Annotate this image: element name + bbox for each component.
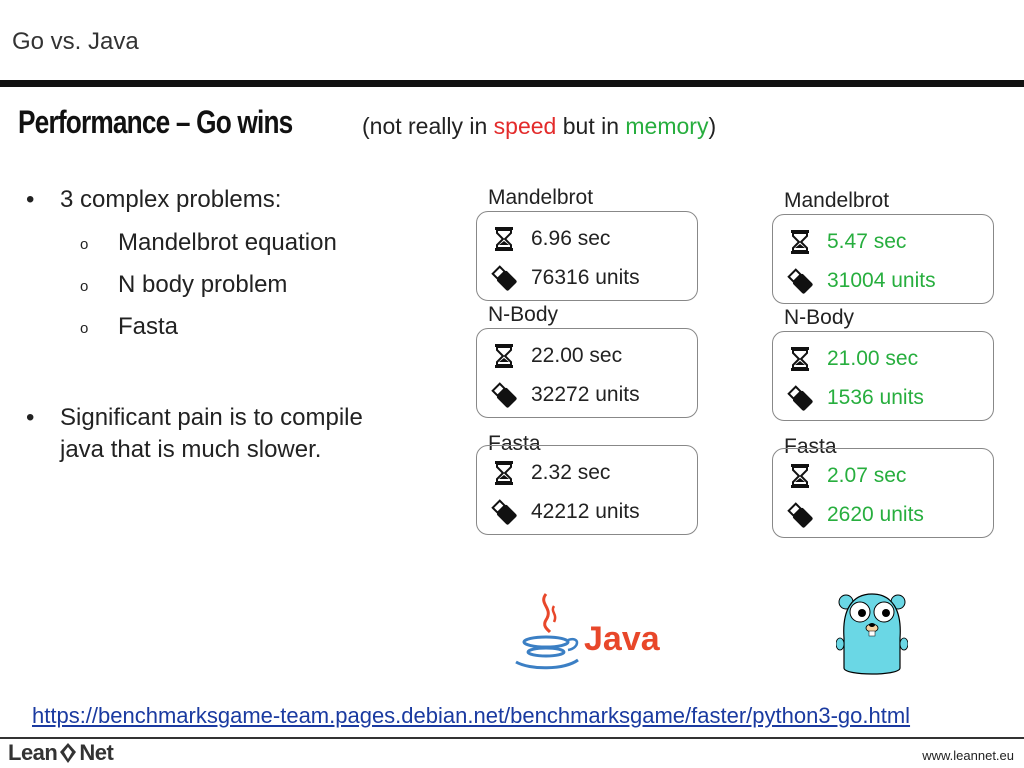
go-results-column bbox=[772, 187, 1002, 538]
top-divider bbox=[0, 80, 1024, 87]
sub-bullet-text: Fasta bbox=[118, 313, 179, 340]
slide-title: Performance – Go wins bbox=[18, 104, 293, 140]
memory-value: 31004 units bbox=[827, 269, 936, 292]
leaf-icon bbox=[58, 742, 78, 764]
benchmark-label-mandelbrot: Mandelbrot bbox=[784, 189, 890, 212]
spacer bbox=[772, 421, 1002, 433]
memory-value: 76316 units bbox=[531, 266, 640, 289]
sub-bullet-marker: o bbox=[80, 320, 89, 337]
subtitle-open: (not really in bbox=[362, 113, 494, 139]
time-value: 22.00 sec bbox=[531, 344, 623, 367]
footer-url: www.leannet.eu bbox=[922, 748, 1014, 763]
memory-row bbox=[491, 380, 640, 410]
sub-bullet-marker: o bbox=[80, 236, 89, 253]
memory-row bbox=[491, 497, 640, 527]
usb-stick-icon bbox=[787, 502, 813, 528]
java-logo bbox=[510, 590, 660, 672]
usb-stick-icon bbox=[491, 382, 517, 408]
go-mandelbrot-card bbox=[772, 214, 994, 304]
time-value: 2.32 sec bbox=[531, 461, 611, 484]
brand-right: Net bbox=[79, 740, 114, 765]
hourglass-icon bbox=[787, 229, 813, 255]
slide-subtitle bbox=[362, 113, 716, 140]
slide-header bbox=[0, 0, 1024, 80]
spacer bbox=[476, 418, 706, 430]
benchmark-label-fasta: Fasta bbox=[488, 432, 541, 455]
sub-bullet-item bbox=[26, 306, 446, 348]
leannet-logo bbox=[8, 740, 113, 766]
memory-value: 2620 units bbox=[827, 503, 924, 526]
time-row bbox=[787, 227, 906, 257]
time-value: 6.96 sec bbox=[531, 227, 611, 250]
benchmark-label-nbody: N-Body bbox=[488, 303, 559, 326]
sub-bullet-item bbox=[26, 222, 446, 264]
bullet-text: 3 complex problems: bbox=[60, 186, 282, 213]
hourglass-icon bbox=[787, 346, 813, 372]
memory-row bbox=[787, 266, 936, 296]
benchmark-source-link[interactable]: https://benchmarksgame-team.pages.debian.net/benchmarksgame/faster/python3-go.html bbox=[32, 703, 911, 728]
subtitle-memory: memory bbox=[625, 113, 709, 139]
bullet-dot: • bbox=[26, 404, 35, 431]
memory-row bbox=[787, 500, 924, 530]
memory-row bbox=[491, 263, 640, 293]
benchmark-label-fasta: Fasta bbox=[784, 435, 837, 458]
benchmark-label-mandelbrot: Mandelbrot bbox=[488, 186, 594, 209]
go-nbody-card bbox=[772, 331, 994, 421]
footer-divider bbox=[0, 737, 1024, 739]
usb-stick-icon bbox=[491, 265, 517, 291]
memory-row bbox=[787, 383, 924, 413]
time-row bbox=[787, 344, 918, 374]
hourglass-icon bbox=[491, 343, 517, 369]
time-row bbox=[491, 341, 622, 371]
hourglass-icon bbox=[787, 463, 813, 489]
bullet-text-line2: java that is much slower. bbox=[60, 436, 322, 463]
sub-bullet-text: Mandelbrot equation bbox=[118, 229, 337, 256]
java-results-column bbox=[476, 184, 706, 535]
subtitle-speed: speed bbox=[493, 113, 557, 139]
subtitle-mid: but in bbox=[556, 113, 626, 139]
java-wordmark: Java bbox=[584, 620, 660, 658]
usb-stick-icon bbox=[787, 385, 813, 411]
deck-title: Go vs. Java bbox=[12, 28, 139, 55]
time-value: 2.07 sec bbox=[827, 464, 907, 487]
time-value: 21.00 sec bbox=[827, 347, 919, 370]
time-value: 5.47 sec bbox=[827, 230, 907, 253]
sub-bullet-item bbox=[26, 264, 446, 306]
memory-value: 1536 units bbox=[827, 386, 924, 409]
memory-value: 42212 units bbox=[531, 500, 640, 523]
go-gopher-logo bbox=[836, 588, 908, 678]
sub-bullet-marker: o bbox=[80, 278, 89, 295]
bullet-dot: • bbox=[26, 186, 35, 213]
bullet-list bbox=[26, 184, 446, 466]
benchmark-label-nbody: N-Body bbox=[784, 306, 855, 329]
java-mandelbrot-card bbox=[476, 211, 698, 301]
go-fasta-card bbox=[772, 448, 994, 538]
usb-stick-icon bbox=[491, 499, 517, 525]
time-row bbox=[787, 461, 906, 491]
sub-bullet-text: N body problem bbox=[118, 271, 288, 298]
brand-left: Lean bbox=[8, 740, 58, 765]
hourglass-icon bbox=[491, 460, 517, 486]
memory-value: 32272 units bbox=[531, 383, 640, 406]
usb-stick-icon bbox=[787, 268, 813, 294]
bullet-item bbox=[26, 184, 446, 216]
time-row bbox=[491, 224, 610, 254]
bullet-text-line1: Significant pain is to compile bbox=[60, 404, 363, 431]
java-nbody-card bbox=[476, 328, 698, 418]
subtitle-close: ) bbox=[708, 113, 717, 139]
java-fasta-card bbox=[476, 445, 698, 535]
hourglass-icon bbox=[491, 226, 517, 252]
bullet-item bbox=[26, 402, 446, 466]
time-row bbox=[491, 458, 610, 488]
